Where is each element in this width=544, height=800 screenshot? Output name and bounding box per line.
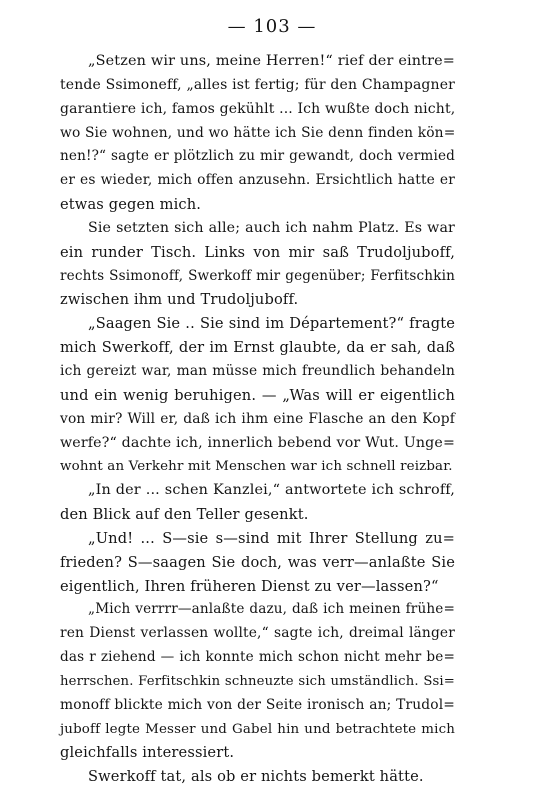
- text-line: Sie setzten sich alle; auch ich nahm Platz. Es war: [88, 219, 455, 236]
- text-line: ein runder Tisch. Links von mir saß Trudoljuboff,: [60, 243, 455, 261]
- text-line: frieden? S—saagen Sie doch, was verr—anlaßte Sie: [60, 553, 455, 571]
- text-line: und ein wenig beruhigen. — „Was will er eigentlich: [60, 386, 455, 404]
- text-line: monoff blickte mich von der Seite ironisch an; Trudol=: [60, 696, 455, 713]
- text-line: wohnt an Verkehr mit Menschen war ich schnell reizbar.: [60, 459, 453, 475]
- text-line: herrschen. Ferfitschkin schneuzte sich umständlich. Ssi=: [60, 673, 455, 689]
- text-line: tende Ssimoneff, „alles ist fertig; für den Champagner: [60, 76, 455, 93]
- text-line: zwischen ihm und Trudoljuboff.: [60, 291, 299, 309]
- body-text: [60, 50, 455, 789]
- text-line: er es wieder, mich offen anzusehn. Ersichtlich hatte er: [60, 172, 455, 189]
- text-line: mich Swerkoff, der im Ernst glaubte, da er sah, daß: [60, 339, 455, 357]
- page-number-header: — 103 —: [227, 16, 317, 37]
- text-line: wo Sie wohnen, und wo hätte ich Sie denn finden kön=: [60, 124, 456, 141]
- text-line: „Mich verrrr—anlaßte dazu, daß ich meinen frühe=: [88, 601, 455, 618]
- text-line: juboff legte Messer und Gabel hin und betrachtete mich: [60, 721, 455, 737]
- text-line: das r ziehend — ich konnte mich schon nicht mehr be=: [60, 649, 455, 666]
- text-line: garantiere ich, famos gekühlt ... Ich wußte doch nicht,: [60, 100, 456, 117]
- text-line: werfe?“ dachte ich, innerlich bebend vor Wut. Unge=: [60, 434, 455, 451]
- text-line: von mir? Will er, daß ich ihm eine Flasche an den Kopf: [60, 410, 455, 427]
- text-line: ren Dienst verlassen wollte,“ sagte ich, dreimal länger: [60, 625, 455, 642]
- text-line: rechts Ssimonoff, Swerkoff mir gegenüber; Ferfitschkin: [60, 267, 455, 284]
- text-line: „In der ... schen Kanzlei,“ antwortete ich schroff,: [88, 482, 455, 499]
- text-line: eigentlich, Ihren früheren Dienst zu ver—lassen?“: [60, 577, 439, 595]
- text-line: nen!?“ sagte er plötzlich zu mir gewandt, doch vermied: [60, 148, 455, 165]
- text-line: „Setzen wir uns, meine Herren!“ rief der eintre=: [88, 53, 455, 69]
- text-line: etwas gegen mich.: [60, 196, 202, 214]
- text-line: gleichfalls interessiert.: [60, 744, 235, 762]
- text-line: „Saagen Sie .. Sie sind im Département?“ fragte: [88, 315, 455, 333]
- text-line: Swerkoff tat, als ob er nichts bemerkt hätte.: [88, 768, 424, 786]
- text-line: „Und! ... S—sie s—sind mit Ihrer Stellung zu=: [88, 529, 455, 547]
- text-line: ich gereizt war, man müsse mich freundlich behandeln: [60, 362, 455, 379]
- text-line: den Blick auf den Teller gesenkt.: [60, 506, 309, 524]
